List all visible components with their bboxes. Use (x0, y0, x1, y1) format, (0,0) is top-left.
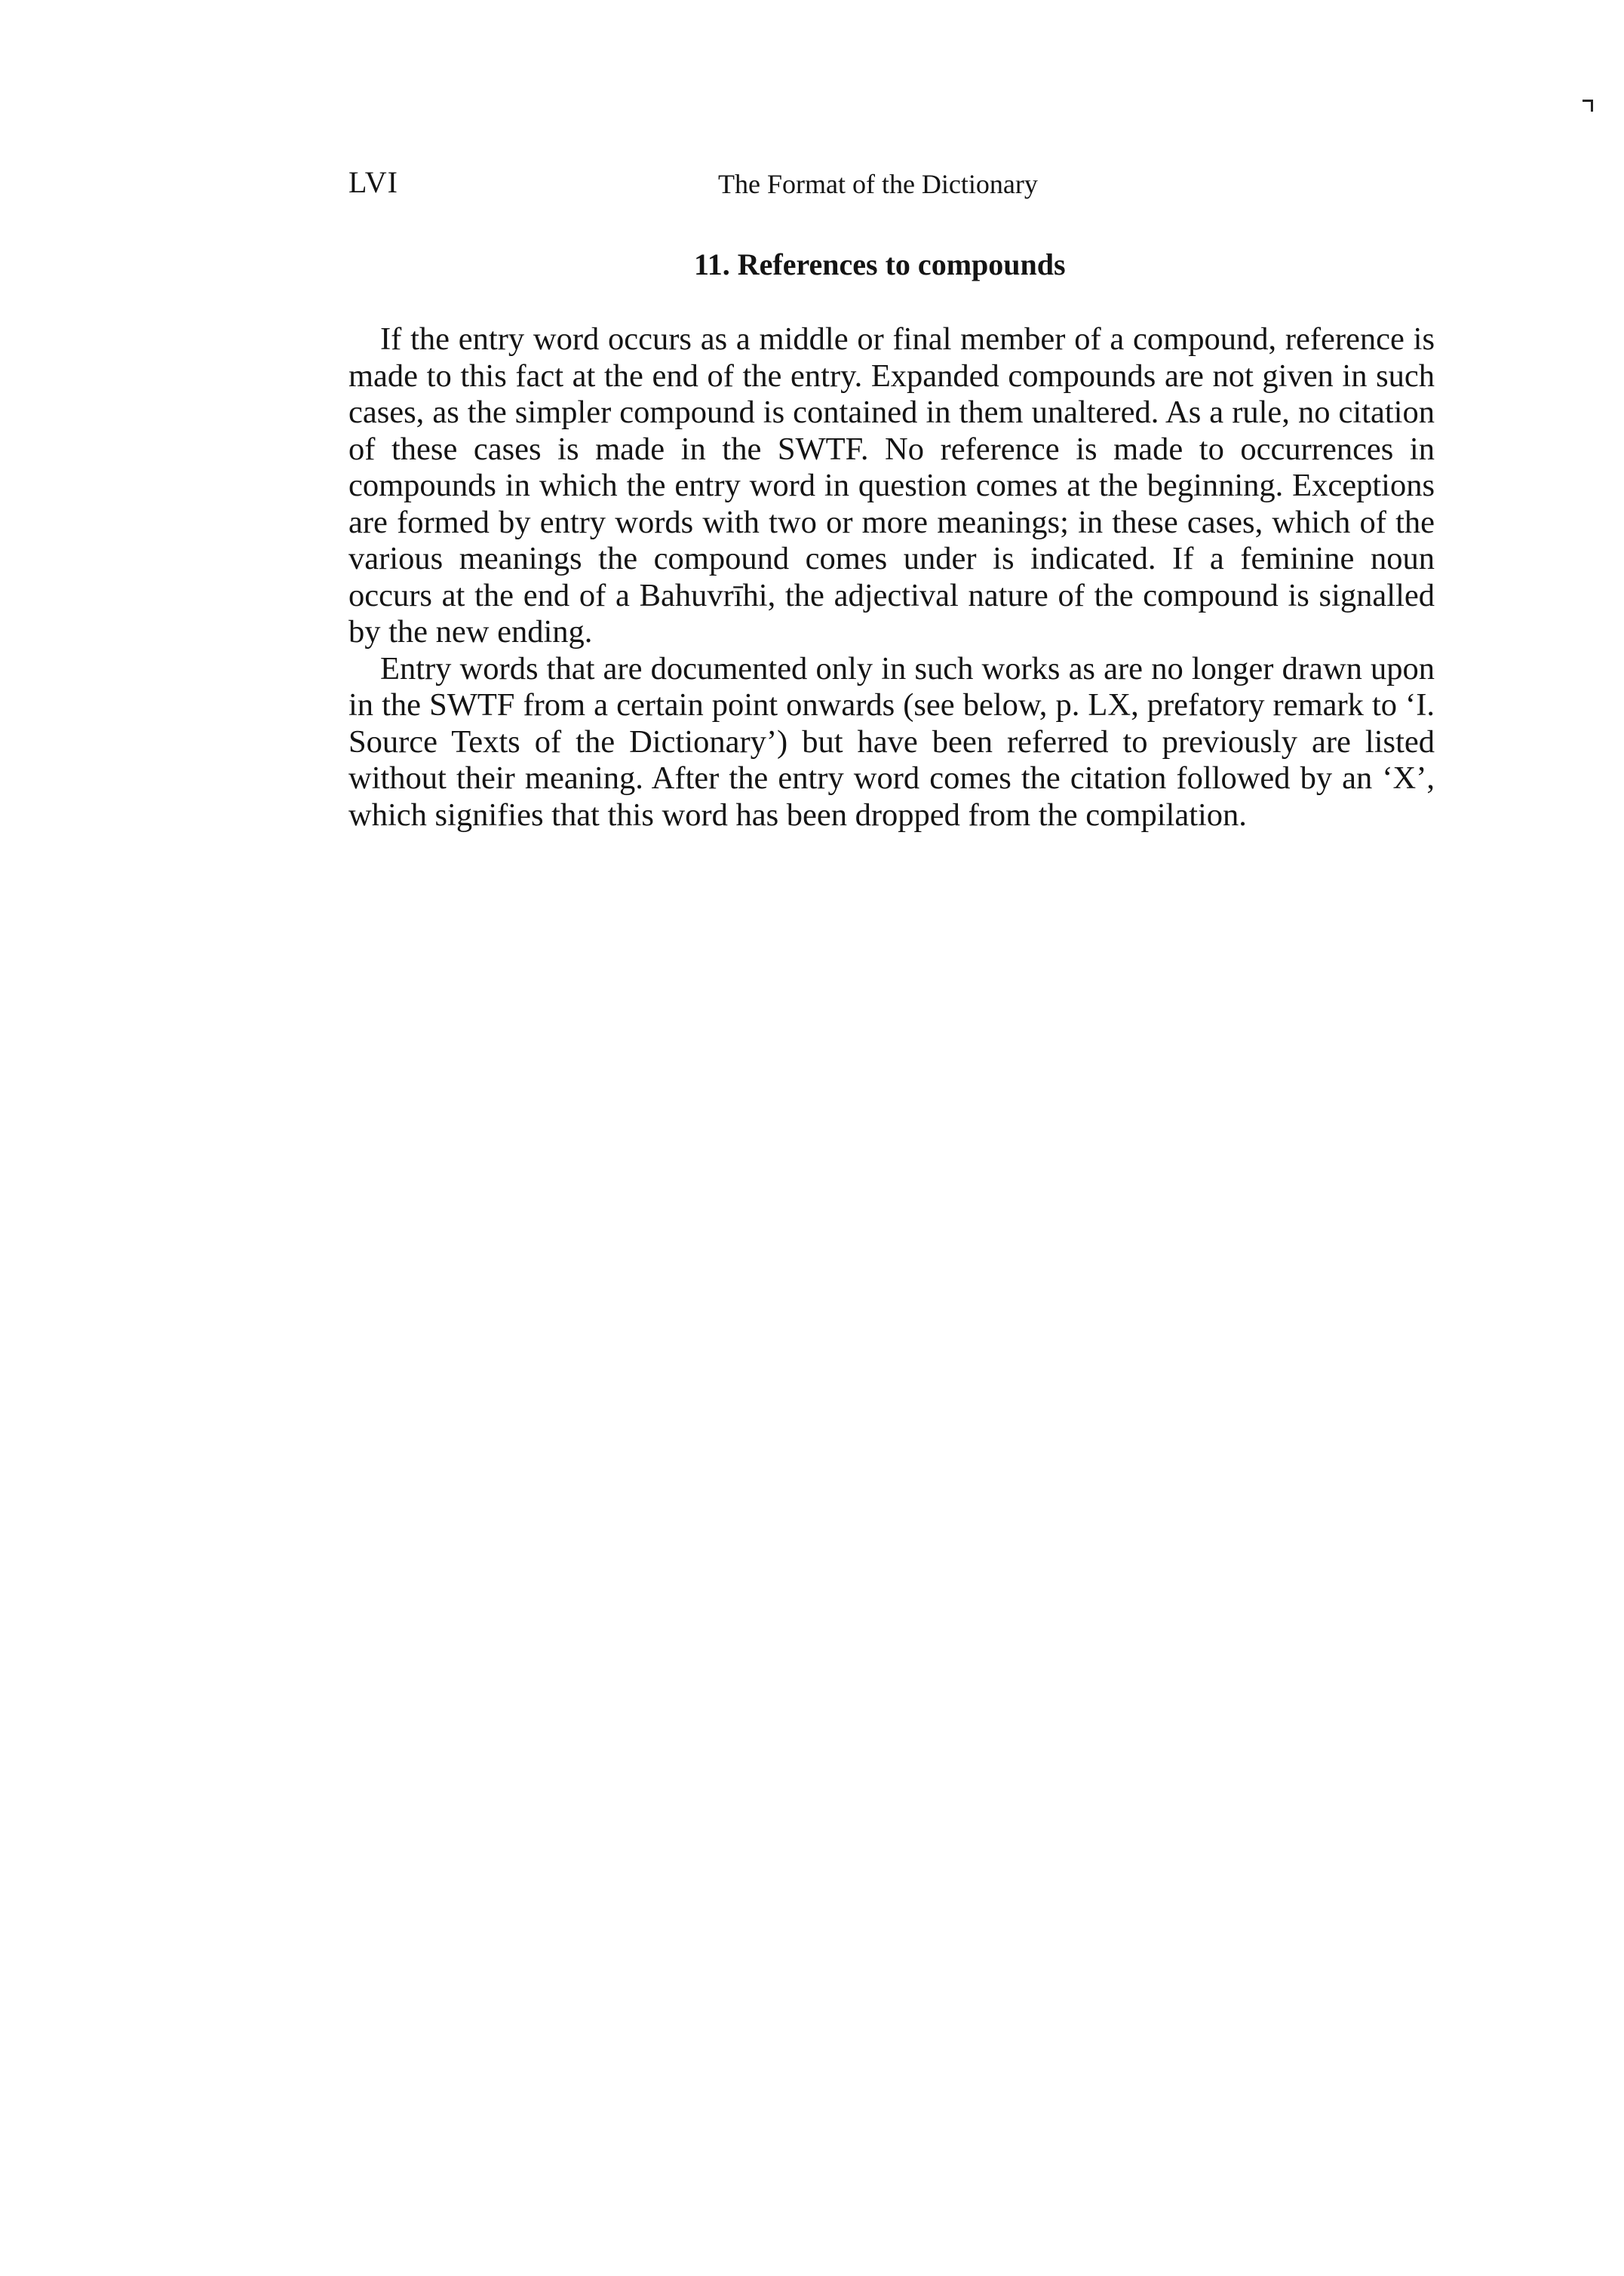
running-head: The Format of the Dictionary (718, 169, 1038, 199)
scan-corner-mark (1583, 100, 1593, 112)
paragraph-compound-references: If the entry word occurs as a middle or final member of a compound, reference is made to this fact at the end of the entry. Expanded compounds are not given in such cases, as the simpler compound is contained in them unaltered. As a rule, no citation of these cases is made in the SWTF. No reference is made to occurrences in compounds in which the entry word in question comes at the beginning. Exceptions are formed by entry words with two or more meanings; in these cases, which of the various meanings the compound comes under is indicated. If a feminine noun occurs at the end of a Bahuvrīhi, the adjectival nature of the compound is signalled by the new ending. (348, 321, 1435, 650)
section-heading: 11. References to compounds (694, 247, 1066, 281)
page-number: LVI (348, 165, 398, 199)
section-body (348, 321, 1435, 834)
paragraph-dropped-entries: Entry words that are documented only in such works as are no longer drawn upon in the SWTF from a certain point onwards (see below, p. LX, prefatory remark to ‘I. Source Texts of the Dictionary’) but have been referred to previously are listed without their meaning. After the entry word comes the citation followed by an ‘X’, which signifies that this word has been dropped from the compilation. (348, 650, 1435, 833)
